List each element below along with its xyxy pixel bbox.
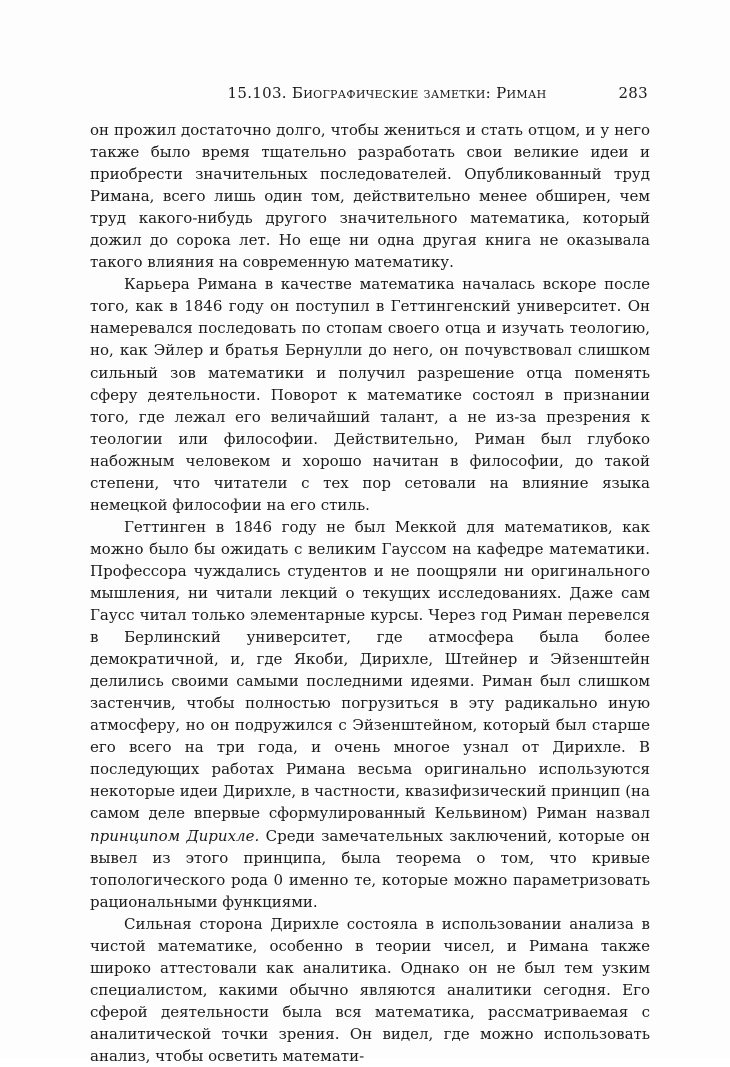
paragraph-gottingen (90, 516, 650, 913)
body-text (90, 119, 650, 1067)
dirichlet-principle-term: принципом Дирихле. (90, 826, 260, 845)
paragraph-continuation: он прожил достаточно долго, чтобы жениться и стать отцом, и у него также было время тщательно разработать свои великие идеи и приобрести значительных последователей. Опубликованный труд Римана, всего лишь один том, действительно менее обширен, чем труд какого-нибудь другого значительного математика, который дожил до сорока лет. Но еще ни одна другая книга не оказывала такого влияния на современную математику. (90, 121, 650, 272)
page-number: 283 (618, 84, 648, 102)
paragraph-gottingen-text-end: Среди замечательных заключений, которые он вывел из этого принципа, была теорема о том, что кривые топологического рода 0 именно те, которые можно параметризовать рациональными функциями. (90, 826, 650, 911)
paragraph-dirichlet-analysis: Сильная сторона Дирихле состояла в использовании анализа в чистой математике, особенно в теории чисел, и Римана также широко аттестовали как аналитика. Однако он не был тем узким специалистом, какими обычно являются аналитики сегодня. Его сферой деятельности была вся математика, рассматриваемая с аналитической точки зрения. Он видел, где можно использовать анализ, чтобы осветить математи- (90, 914, 650, 1065)
paragraph-riemann-career: Карьера Римана в качестве математика началась вскоре после того, как в 1846 году он поступил в Геттингенский университет. Он намеревался последовать по стопам своего отца и изучать теологию, но, как Эйлер и братья Бернулли до него, он почувствовал слишком сильный зов математики и получил разрешение отца поменять сферу деятельности. Поворот к математике состоял в признании того, где лежал его величайший талант, а не из-за презрения к теологии или философии. Действительно, Риман был глубоко набожным человеком и хорошо начитан в философии, до такой степени, что читатели с тех пор сетовали на влияние языка немецкой философии на его стиль. (90, 275, 650, 514)
paragraph-gottingen-text-start: Геттинген в 1846 году не был Меккой для математиков, как можно было бы ожидать с великим Гауссом на кафедре математики. Профессора чуждались студентов и не поощряли ни оригинального мышления, ни читали лекций о текущих исследованиях. Даже сам Гаусс читал только элементарные курсы. Через год Риман перевелся в Берлинский университет, где атмосфера была более демократичной, и, где Якоби, Дирихле, Штейнер и Эйзенштейн делились своими самыми последними идеями. Риман был слишком застенчив, чтобы полностью погрузиться в эту радикально иную атмосферу, но он подружился с Эйзенштейном, который был старше его всего на три года, и очень многое узнал от Дирихле. В последующих работах Римана весьма оригинально используются некоторые идеи Дирихле, в частности, квазифизический принцип (на самом деле впервые сформулированный Кельвином) Риман назвал (90, 517, 650, 823)
running-title: 15.103. Биографические заметки: Риман (227, 84, 547, 102)
running-header (88, 84, 648, 106)
